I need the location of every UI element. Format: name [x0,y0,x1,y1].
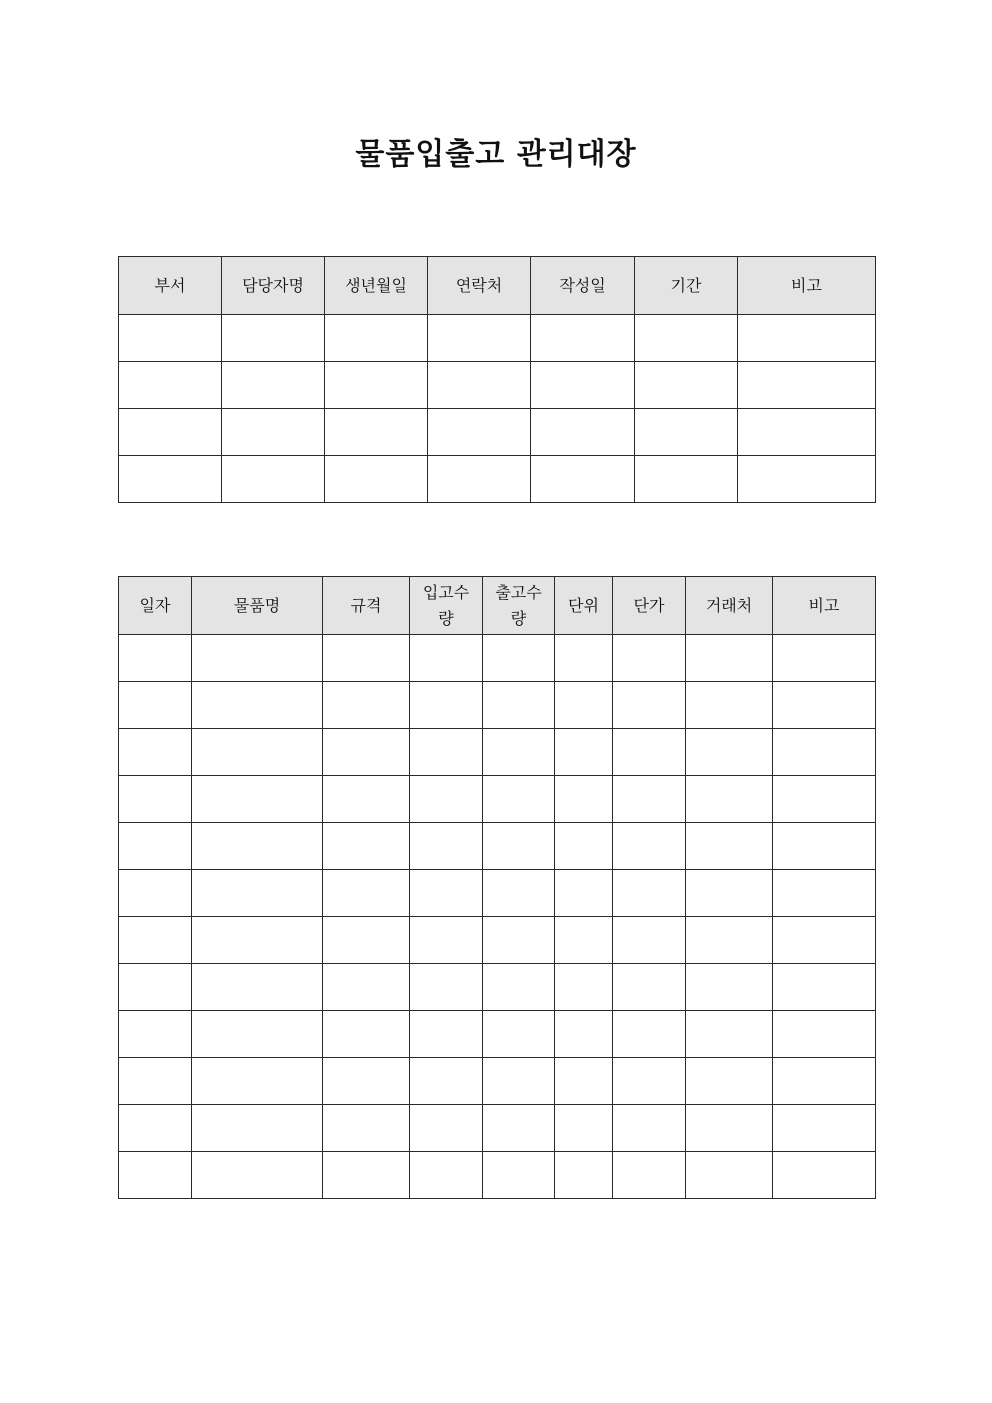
table-cell[interactable] [613,776,686,823]
table-cell[interactable] [686,870,773,917]
table-cell[interactable] [555,1058,613,1105]
table-cell[interactable] [483,917,555,964]
table-cell[interactable] [555,729,613,776]
table-cell[interactable] [773,1105,876,1152]
table-cell[interactable] [119,315,222,362]
table-cell[interactable] [773,635,876,682]
table-cell[interactable] [222,315,325,362]
info-table-row [119,456,876,503]
table-cell[interactable] [738,362,876,409]
table-cell[interactable] [483,682,555,729]
table-cell[interactable] [773,917,876,964]
table-cell[interactable] [686,1105,773,1152]
table-cell[interactable] [773,1058,876,1105]
header-supplier: 거래처 [686,577,773,635]
staff-info-table [118,256,876,503]
table-cell[interactable] [531,362,635,409]
table-cell[interactable] [613,1152,686,1199]
table-cell[interactable] [428,362,531,409]
table-cell[interactable] [773,682,876,729]
table-cell[interactable] [192,635,323,682]
table-cell[interactable] [192,1011,323,1058]
table-cell[interactable] [613,1011,686,1058]
table-cell[interactable] [613,964,686,1011]
ledger-table-row [119,964,876,1011]
header-written-date: 작성일 [531,257,635,315]
table-cell[interactable] [483,776,555,823]
header-birth-date: 생년월일 [325,257,428,315]
table-cell[interactable] [686,729,773,776]
table-cell[interactable] [119,917,192,964]
table-cell[interactable] [323,635,410,682]
table-cell[interactable] [192,1152,323,1199]
table-cell[interactable] [555,776,613,823]
page-title: 물품입출고 관리대장 [355,137,637,172]
table-cell[interactable] [410,682,483,729]
table-cell[interactable] [410,1058,483,1105]
table-cell[interactable] [192,870,323,917]
table-cell[interactable] [119,682,192,729]
table-cell[interactable] [613,1058,686,1105]
table-cell[interactable] [483,823,555,870]
table-cell[interactable] [555,635,613,682]
table-cell[interactable] [483,1105,555,1152]
table-cell[interactable] [483,870,555,917]
table-cell[interactable] [119,729,192,776]
inventory-ledger-table [118,576,876,1199]
table-cell[interactable] [555,682,613,729]
table-cell[interactable] [323,870,410,917]
table-cell[interactable] [119,362,222,409]
table-cell[interactable] [222,456,325,503]
table-cell[interactable] [119,635,192,682]
ledger-table-row [119,1105,876,1152]
table-cell[interactable] [192,823,323,870]
table-cell[interactable] [323,917,410,964]
ledger-table-row [119,682,876,729]
table-cell[interactable] [410,964,483,1011]
table-cell[interactable] [325,362,428,409]
table-cell[interactable] [325,456,428,503]
table-cell[interactable] [428,456,531,503]
table-cell[interactable] [555,1105,613,1152]
table-cell[interactable] [428,315,531,362]
table-cell[interactable] [555,1152,613,1199]
table-cell[interactable] [119,823,192,870]
table-cell[interactable] [192,682,323,729]
table-cell[interactable] [323,1011,410,1058]
table-cell[interactable] [613,1105,686,1152]
table-cell[interactable] [613,635,686,682]
ledger-table-row [119,776,876,823]
ledger-table-row [119,1152,876,1199]
table-cell[interactable] [222,362,325,409]
table-cell[interactable] [686,635,773,682]
header-contact: 연락처 [428,257,531,315]
table-cell[interactable] [119,1058,192,1105]
table-cell[interactable] [686,1011,773,1058]
table-cell[interactable] [738,315,876,362]
table-cell[interactable] [323,1058,410,1105]
table-cell[interactable] [323,1152,410,1199]
table-cell[interactable] [119,776,192,823]
table-cell[interactable] [483,1152,555,1199]
table-cell[interactable] [483,635,555,682]
table-cell[interactable] [410,823,483,870]
table-cell[interactable] [555,823,613,870]
table-cell[interactable] [635,315,738,362]
table-cell[interactable] [483,729,555,776]
table-cell[interactable] [555,1011,613,1058]
table-cell[interactable] [119,870,192,917]
table-cell[interactable] [686,1152,773,1199]
table-cell[interactable] [192,964,323,1011]
table-cell[interactable] [686,964,773,1011]
ledger-table-row [119,870,876,917]
table-cell[interactable] [323,823,410,870]
table-cell[interactable] [483,1011,555,1058]
table-cell[interactable] [410,870,483,917]
table-cell[interactable] [555,917,613,964]
table-cell[interactable] [555,964,613,1011]
info-table-row [119,315,876,362]
table-cell[interactable] [635,456,738,503]
table-cell[interactable] [410,729,483,776]
table-cell[interactable] [119,1152,192,1199]
table-cell[interactable] [119,964,192,1011]
header-outgoing-quantity: 출고수 량 [483,577,555,635]
header-department: 부서 [119,257,222,315]
table-cell[interactable] [325,315,428,362]
table-cell[interactable] [119,1105,192,1152]
header-remarks: 비고 [773,577,876,635]
table-cell[interactable] [410,1105,483,1152]
table-cell[interactable] [483,964,555,1011]
table-cell[interactable] [738,409,876,456]
table-cell[interactable] [531,315,635,362]
table-cell[interactable] [323,964,410,1011]
info-table-row [119,362,876,409]
header-manager-name: 담당자명 [222,257,325,315]
ledger-header-row [119,577,876,635]
ledger-table-row [119,917,876,964]
table-cell[interactable] [483,1058,555,1105]
ledger-table-row [119,1058,876,1105]
table-cell[interactable] [613,682,686,729]
table-cell[interactable] [323,729,410,776]
table-cell[interactable] [613,917,686,964]
table-cell[interactable] [192,776,323,823]
table-cell[interactable] [119,1011,192,1058]
table-cell[interactable] [613,823,686,870]
header-item-name: 물품명 [192,577,323,635]
table-cell[interactable] [323,1105,410,1152]
table-cell[interactable] [410,635,483,682]
table-cell[interactable] [635,409,738,456]
table-cell[interactable] [119,456,222,503]
ledger-table-row [119,823,876,870]
header-remarks: 비고 [738,257,876,315]
table-cell[interactable] [773,776,876,823]
header-incoming-quantity: 입고수 량 [410,577,483,635]
table-cell[interactable] [555,870,613,917]
table-cell[interactable] [531,409,635,456]
table-cell[interactable] [613,870,686,917]
table-cell[interactable] [738,456,876,503]
table-cell[interactable] [773,870,876,917]
table-cell[interactable] [686,776,773,823]
info-table-row [119,409,876,456]
table-cell[interactable] [686,917,773,964]
ledger-table-row [119,635,876,682]
table-cell[interactable] [531,456,635,503]
ledger-table-row [119,729,876,776]
table-cell[interactable] [410,776,483,823]
table-cell[interactable] [773,1152,876,1199]
table-cell[interactable] [773,729,876,776]
table-cell[interactable] [410,917,483,964]
table-cell[interactable] [773,964,876,1011]
table-cell[interactable] [686,823,773,870]
table-cell[interactable] [410,1152,483,1199]
ledger-table-row [119,1011,876,1058]
table-cell[interactable] [613,729,686,776]
table-cell[interactable] [192,729,323,776]
header-unit: 단위 [555,577,613,635]
table-cell[interactable] [773,1011,876,1058]
table-cell[interactable] [325,409,428,456]
table-cell[interactable] [773,823,876,870]
table-cell[interactable] [192,917,323,964]
header-date: 일자 [119,577,192,635]
table-cell[interactable] [192,1058,323,1105]
header-period: 기간 [635,257,738,315]
table-cell[interactable] [635,362,738,409]
info-header-row [119,257,876,315]
table-cell[interactable] [119,409,222,456]
table-cell[interactable] [410,1011,483,1058]
table-cell[interactable] [323,776,410,823]
table-cell[interactable] [323,682,410,729]
header-specification: 규격 [323,577,410,635]
table-cell[interactable] [222,409,325,456]
table-cell[interactable] [428,409,531,456]
table-cell[interactable] [686,1058,773,1105]
header-unit-price: 단가 [613,577,686,635]
table-cell[interactable] [192,1105,323,1152]
table-cell[interactable] [686,682,773,729]
